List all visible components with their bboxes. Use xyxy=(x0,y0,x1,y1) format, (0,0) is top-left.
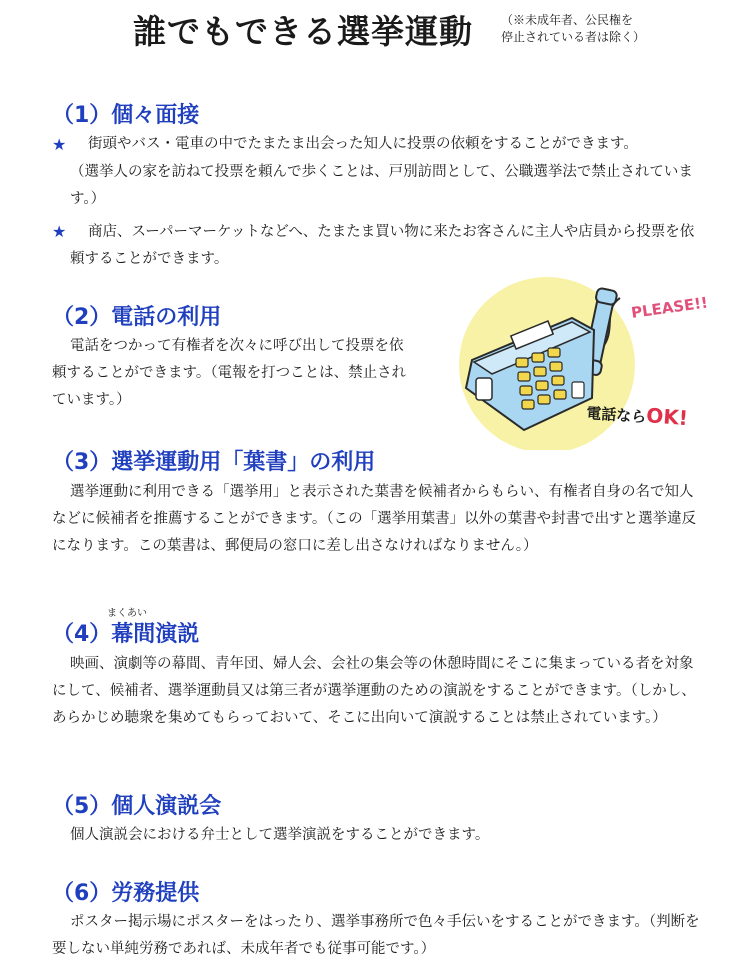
section-6-heading: （6）労務提供 xyxy=(52,881,200,906)
page-title: 誰でもできる選挙運動 xyxy=(133,12,473,51)
phone-illustration xyxy=(452,270,712,450)
section-1-item-1-note: （選挙人の家を訪ねて投票を頼んで歩くことは、戸別訪問として、公職選挙法で禁止されています。） xyxy=(70,164,693,207)
section-5-body: 個人演説会における弁士として選挙演説をすることができます。 xyxy=(70,827,490,843)
star-icon: ★ xyxy=(52,135,67,154)
section-4-heading: （4）幕間演説 xyxy=(52,622,200,647)
section-2-heading: （2）電話の利用 xyxy=(52,305,222,330)
section-4-ruby: まくあい xyxy=(107,608,147,619)
section-3-heading: （3）選挙運動用「葉書」の利用 xyxy=(52,450,376,475)
title-note: （※未成年者、公民権を 停止されている者は除く） xyxy=(501,13,646,44)
section-5-heading: （5）個人演説会 xyxy=(52,794,222,819)
telephone-icon xyxy=(452,270,712,450)
please-text: PLEASE!! xyxy=(630,293,709,322)
section-6-body: ポスター掲示場にポスターをはったり、選挙事務所で色々手伝いをすることができます。（判断を要しない単純労務であれば、未成年者でも従事可能です。） xyxy=(52,914,700,957)
section-1-item-1-text: 街頭やバス・電車の中でたまたま出会った知人に投票の依頼をすることができます。 xyxy=(88,136,638,152)
section-1-heading: （1）個々面接 xyxy=(52,103,200,128)
section-4-body: 映画、演劇等の幕間、青年団、婦人会、会社の集会等の休憩時間にそこに集まっている者を対象にして、候補者、選挙運動員又は第三者が選挙運動のための演説をすることができます。（しかし、あらかじめ聴衆を集めてもらっておいて、そこに出向いて演説することは禁止されています。） xyxy=(52,656,696,726)
star-icon: ★ xyxy=(52,222,67,241)
illustration-caption: 電話ならOK! xyxy=(585,403,689,431)
title-row xyxy=(0,4,750,56)
section-3-body: 選挙運動に利用できる「選挙用」と表示された葉書を候補者からもらい、有権者自身の名で知人などに候補者を推薦することができます。（この「選挙用葉書」以外の葉書や封書で出すと選挙違反になります。この葉書は、郵便局の窓口に差し出さなければなりません。） xyxy=(52,484,697,554)
section-1-item-2-text: 商店、スーパーマーケットなどへ、たまたま買い物に来たお客さんに主人や店員から投票を依頼することができます。 xyxy=(70,224,695,267)
section-2-body: 電話をつかって有権者を次々に呼び出して投票を依頼することができます。（電報を打つことは、禁止されています。） xyxy=(52,338,407,408)
